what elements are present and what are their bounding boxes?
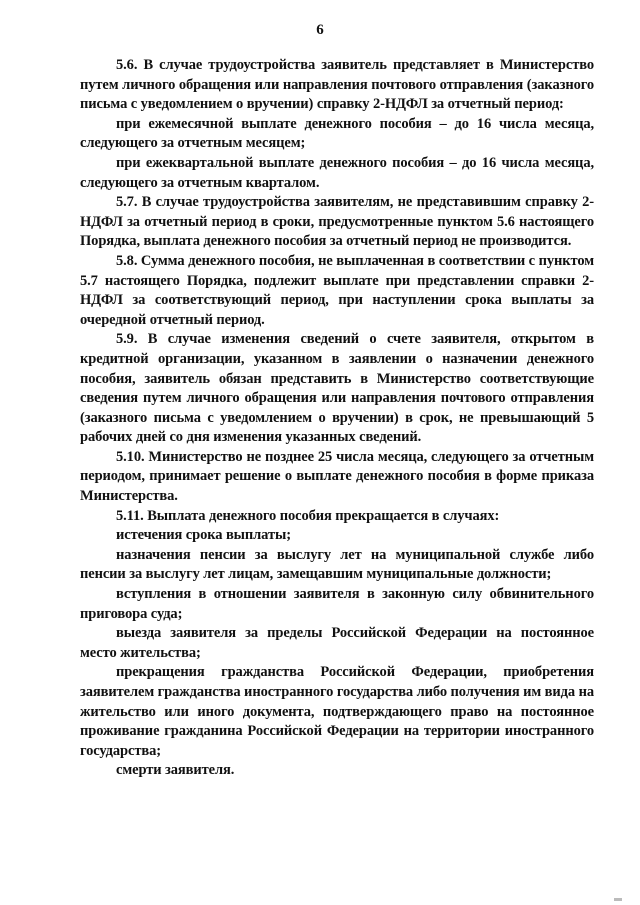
list-item-pension: назначения пенсии за выслугу лет на муниципальной службе либо пенсии за выслугу лет лицам, замещавшим муниципальные должности; bbox=[80, 546, 594, 583]
paragraph-monthly-payment: при ежемесячной выплате денежного пособия – до 16 числа месяца, следующего за отчетным месяцем; bbox=[80, 115, 594, 152]
paragraph-5-6: 5.6. В случае трудоустройства заявитель представляет в Министерство путем личного обращения или направления почтового отправления (заказного письма с уведомлением о вручении) справку 2-НДФЛ за отчетный период: bbox=[80, 57, 594, 113]
page-number: 6 bbox=[316, 22, 324, 38]
paragraph-5-10: 5.10. Министерство не позднее 25 числа месяца, следующего за отчетным периодом, принимает решение о выплате денежного пособия в форме приказа Министерства. bbox=[80, 448, 594, 505]
paragraph-5-8: 5.8. Сумма денежного пособия, не выплаченная в соответствии с пунктом 5.7 настоящего Порядка, подлежит выплате при представлении справки 2-НДФЛ за соответствующий период, при наступлении срока выплаты за очередной отчетный период. bbox=[80, 252, 594, 328]
scan-mark bbox=[614, 898, 622, 901]
paragraph-5-9: 5.9. В случае изменения сведений о счете заявителя, открытом в кредитной организации, указанном в заявлении о назначении денежного пособия, заявитель обязан представить в Министерство соответствующие сведения путем личного обращения или направления почтового отправления (заказного письма с уведомлением о вручении) в срок, не превышающий 5 рабочих дней со дня изменения указанных сведений. bbox=[80, 331, 594, 446]
list-item-citizenship: прекращения гражданства Российской Федерации, приобретения заявителем гражданства иностранного государства либо получения им вида на жительство или иного документа, подтверждающего право на постоянное проживание гражданина Российской Федерации на территории иностранного государства; bbox=[80, 664, 594, 759]
list-item-expiry: истечения срока выплаты; bbox=[116, 527, 291, 544]
list-item-sentence: вступления в отношении заявителя в законную силу обвинительного приговора суда; bbox=[80, 586, 594, 622]
paragraph-5-11: 5.11. Выплата денежного пособия прекращается в случаях: bbox=[116, 507, 500, 524]
list-item-departure: выезда заявителя за пределы Российской Федерации на постоянное место жительства; bbox=[80, 625, 594, 661]
paragraph-quarterly-payment: при ежеквартальной выплате денежного пособия – до 16 числа месяца, следующего за отчетным кварталом. bbox=[80, 154, 594, 191]
list-item-death: смерти заявителя. bbox=[116, 762, 235, 779]
paragraph-5-7: 5.7. В случае трудоустройства заявителям, не представившим справку 2-НДФЛ за отчетный период в сроки, предусмотренные пунктом 5.6 настоящего Порядка, выплата денежного пособия за отчетный период не производится. bbox=[80, 194, 594, 250]
document-body bbox=[80, 56, 594, 781]
